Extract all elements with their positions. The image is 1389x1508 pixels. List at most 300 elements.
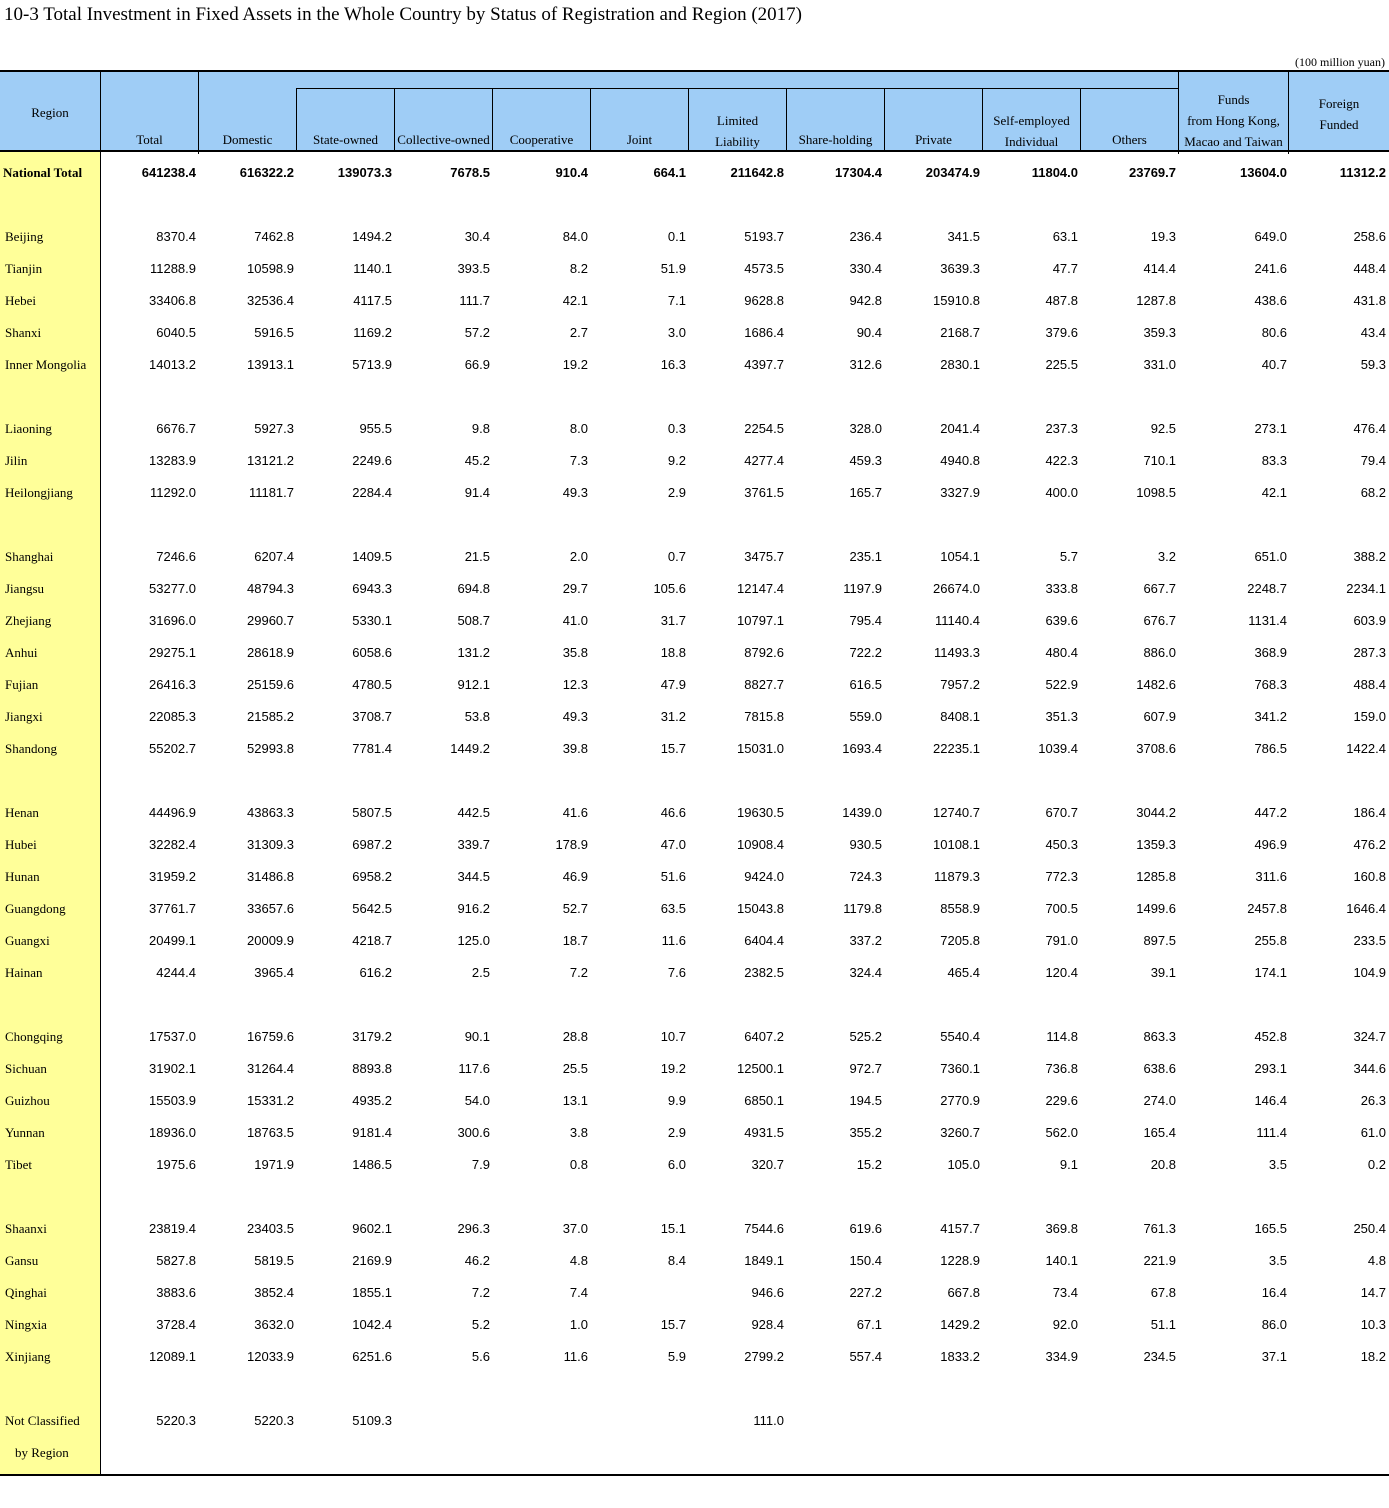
table-cell: 4940.8 (940, 453, 980, 468)
table-cell: 236.4 (849, 229, 882, 244)
table-cell: 31486.8 (247, 869, 294, 884)
table-cell: 5220.3 (254, 1413, 294, 1428)
table-cell: 35.8 (562, 645, 588, 660)
table-cell: 46.9 (562, 869, 588, 884)
table-cell: 341.5 (947, 229, 980, 244)
table-cell: 7.2 (569, 965, 588, 980)
table-cell: 2248.7 (1247, 581, 1287, 596)
table-cell: 53277.0 (149, 581, 196, 596)
table-cell: 26.3 (1360, 1093, 1386, 1108)
table-cell: 333.8 (1045, 581, 1078, 596)
table-cell: 29.7 (562, 581, 588, 596)
table-cell: 2284.4 (352, 485, 392, 500)
table-cell: 80.6 (1261, 325, 1287, 340)
table-cell: 20499.1 (149, 933, 196, 948)
table-cell: 51.6 (660, 869, 686, 884)
table-cell: 7462.8 (254, 229, 294, 244)
table-cell: 39.1 (1150, 965, 1176, 980)
table-cell: 4117.5 (353, 293, 392, 308)
table-cell: 10108.1 (933, 837, 980, 852)
table-cell: 9628.8 (744, 293, 784, 308)
table-cell: 234.5 (1143, 1349, 1176, 1364)
table-cell: 221.9 (1143, 1253, 1176, 1268)
table-cell: 48794.3 (247, 581, 294, 596)
table-cell: 47.9 (660, 677, 686, 692)
table-cell: 1131.4 (1248, 613, 1287, 628)
table-cell: 42.1 (562, 293, 588, 308)
table-cell: 63.1 (1052, 229, 1078, 244)
table-cell: 312.6 (849, 357, 882, 372)
table-cell: 47.7 (1052, 261, 1078, 276)
data-table (0, 70, 1389, 1476)
table-cell: 12147.4 (737, 581, 784, 596)
table-cell: 49.3 (562, 709, 588, 724)
table-cell: 9.1 (1059, 1157, 1078, 1172)
table-cell: 1975.6 (156, 1157, 196, 1172)
table-cell: 11.6 (661, 933, 686, 948)
table-cell: 293.1 (1254, 1061, 1287, 1076)
table-cell: 2770.9 (940, 1093, 980, 1108)
table-cell: 1429.2 (940, 1317, 980, 1332)
table-cell: 379.6 (1045, 325, 1078, 340)
table-cell: 0.7 (667, 549, 686, 564)
table-cell: 120.4 (1045, 965, 1078, 980)
row-label: Tibet (5, 1157, 32, 1172)
table-cell: 3708.7 (352, 709, 392, 724)
table-cell: 1482.6 (1136, 677, 1176, 692)
table-cell: 8792.6 (744, 645, 784, 660)
row-label: Shandong (5, 741, 57, 756)
table-cell: 7360.1 (940, 1061, 980, 1076)
table-cell: 111.0 (753, 1413, 784, 1428)
table-cell: 6850.1 (744, 1093, 784, 1108)
table-cell: 1422.4 (1346, 741, 1386, 756)
table-cell: 6676.7 (156, 421, 196, 436)
table-cell: 603.9 (1353, 613, 1386, 628)
table-cell: 1054.1 (940, 549, 980, 564)
row-label: Sichuan (5, 1061, 47, 1076)
table-cell: 3260.7 (940, 1125, 980, 1140)
table-cell: 1359.3 (1136, 837, 1176, 852)
table-cell: 0.8 (569, 1157, 588, 1172)
table-cell: 4935.2 (352, 1093, 392, 1108)
table-cell: 4218.7 (352, 933, 392, 948)
table-cell: 2234.1 (1346, 581, 1386, 596)
row-label: Chongqing (5, 1029, 63, 1044)
row-label: Hebei (5, 293, 37, 308)
table-cell: 916.2 (457, 901, 490, 916)
header-foreign-funded: Foreign Funded (1318, 96, 1360, 132)
table-cell: 91.4 (464, 485, 490, 500)
row-label: Hubei (5, 837, 37, 852)
table-cell: 863.3 (1143, 1029, 1176, 1044)
table-cell: 459.3 (849, 453, 882, 468)
table-cell: 33406.8 (149, 293, 196, 308)
table-cell: 105.6 (653, 581, 686, 596)
table-cell: 12.3 (562, 677, 588, 692)
table-cell: 21.5 (464, 549, 490, 564)
table-cell: 946.6 (751, 1285, 784, 1300)
table-cell: 1098.5 (1136, 485, 1176, 500)
table-cell: 320.7 (751, 1157, 784, 1172)
table-cell: 5.2 (471, 1317, 490, 1332)
row-label: Shanghai (5, 549, 54, 564)
table-cell: 667.7 (1143, 581, 1176, 596)
table-cell: 3632.0 (254, 1317, 294, 1332)
table-cell: 18763.5 (247, 1125, 294, 1140)
table-cell: 7.6 (667, 965, 686, 980)
table-cell: 368.9 (1254, 645, 1287, 660)
table-cell: 46.6 (660, 805, 686, 820)
table-cell: 258.6 (1353, 229, 1386, 244)
table-cell: 250.4 (1353, 1221, 1386, 1236)
table-cell: 8408.1 (940, 709, 980, 724)
table-cell: 32282.4 (149, 837, 196, 852)
table-cell: 2830.1 (940, 357, 980, 372)
table-cell: 341.2 (1254, 709, 1287, 724)
row-label: Guizhou (5, 1093, 50, 1108)
table-cell: 724.3 (849, 869, 882, 884)
table-cell: 160.8 (1353, 869, 1386, 884)
table-cell: 786.5 (1254, 741, 1287, 756)
table-cell: 562.0 (1045, 1125, 1078, 1140)
table-cell: 476.4 (1353, 421, 1386, 436)
table-cell: 6.0 (667, 1157, 686, 1172)
table-cell: 400.0 (1045, 485, 1078, 500)
table-cell: 670.7 (1045, 805, 1078, 820)
table-cell: 2799.2 (744, 1349, 784, 1364)
table-cell: 9.9 (667, 1093, 686, 1108)
table-cell: 15503.9 (149, 1093, 196, 1108)
unit-label: (100 million yuan) (1295, 55, 1385, 69)
table-cell: 972.7 (849, 1061, 882, 1076)
table-cell: 150.4 (849, 1253, 882, 1268)
table-cell: 616.5 (849, 677, 882, 692)
table-cell: 14013.2 (149, 357, 196, 372)
table-cell: 18.8 (660, 645, 686, 660)
table-cell: 1693.4 (842, 741, 882, 756)
table-cell: 125.0 (457, 933, 490, 948)
table-cell: 1179.8 (843, 901, 882, 916)
table-cell: 5.6 (471, 1349, 490, 1364)
table-cell: 667.8 (947, 1285, 980, 1300)
table-cell: 14.7 (1360, 1285, 1386, 1300)
table-cell: 1140.1 (353, 261, 392, 276)
table-cell: 20.8 (1150, 1157, 1176, 1172)
table-cell: 3475.7 (744, 549, 784, 564)
table-cell: 2.7 (569, 325, 588, 340)
table-cell: 4573.5 (744, 261, 784, 276)
table-cell: 942.8 (849, 293, 882, 308)
table-cell: 22085.3 (149, 709, 196, 724)
table-cell: 1686.4 (744, 325, 784, 340)
table-cell: 20009.9 (247, 933, 294, 948)
table-cell: 73.4 (1052, 1285, 1078, 1300)
table-cell: 59.3 (1360, 357, 1386, 372)
table-cell: 5540.4 (940, 1029, 980, 1044)
table-cell: 452.8 (1254, 1029, 1287, 1044)
row-label: Shanxi (5, 325, 42, 340)
table-cell: 19630.5 (737, 805, 784, 820)
row-label: Henan (5, 805, 39, 820)
table-cell: 25.5 (562, 1061, 588, 1076)
table-cell: 522.9 (1045, 677, 1078, 692)
table-cell: 450.3 (1045, 837, 1078, 852)
table-cell: 930.5 (849, 837, 882, 852)
table-cell: 8.2 (569, 261, 588, 276)
table-cell: 37.0 (562, 1221, 588, 1236)
table-cell: 92.5 (1150, 421, 1176, 436)
table-cell: 7205.8 (940, 933, 980, 948)
table-header (0, 70, 1389, 152)
table-cell: 4.8 (1367, 1253, 1386, 1268)
table-cell: 496.9 (1254, 837, 1287, 852)
table-cell: 6207.4 (254, 549, 294, 564)
table-cell: 8893.8 (352, 1061, 392, 1076)
table-cell: 331.0 (1143, 357, 1176, 372)
row-label: Beijing (5, 229, 44, 244)
table-cell: 15.7 (660, 1317, 686, 1332)
table-cell: 616.2 (359, 965, 392, 980)
table-cell: 287.3 (1353, 645, 1386, 660)
table-cell: 324.4 (849, 965, 882, 980)
table-cell: 2382.5 (744, 965, 784, 980)
table-cell: 4244.4 (156, 965, 196, 980)
table-cell: 31.7 (660, 613, 686, 628)
table-cell: 11140.4 (934, 613, 980, 628)
table-cell: 37761.7 (149, 901, 196, 916)
row-label: Inner Mongolia (5, 357, 87, 372)
table-cell: 7246.6 (156, 549, 196, 564)
table-cell: 40.7 (1261, 357, 1287, 372)
table-cell: 11879.3 (933, 869, 980, 884)
table-cell: 31264.4 (247, 1061, 294, 1076)
table-cell: 4.8 (569, 1253, 588, 1268)
table-cell: 105.0 (947, 1157, 980, 1172)
table-cell: 1486.5 (352, 1157, 392, 1172)
table-cell: 1287.8 (1136, 293, 1176, 308)
table-cell: 46.2 (464, 1253, 490, 1268)
table-cell: 5916.5 (254, 325, 294, 340)
table-cell: 31902.1 (149, 1061, 196, 1076)
table-cell: 15910.8 (933, 293, 980, 308)
table-cell: 393.5 (457, 261, 490, 276)
table-cell: 886.0 (1143, 645, 1176, 660)
table-cell: 3728.4 (156, 1317, 196, 1332)
table-cell: 203474.9 (925, 165, 980, 180)
table-cell: 4157.7 (940, 1221, 980, 1236)
table-cell: 67.8 (1150, 1285, 1176, 1300)
table-cell: 11181.7 (248, 485, 294, 500)
row-label: Qinghai (5, 1285, 47, 1300)
table-cell: 79.4 (1360, 453, 1386, 468)
table-cell: 768.3 (1254, 677, 1287, 692)
table-cell: 9.8 (471, 421, 490, 436)
row-label: Gansu (5, 1253, 39, 1268)
table-cell: 9424.0 (744, 869, 784, 884)
table-cell: 165.5 (1254, 1221, 1287, 1236)
table-cell: 4277.4 (744, 453, 784, 468)
table-cell: 6987.2 (352, 837, 392, 852)
table-cell: 3708.6 (1136, 741, 1176, 756)
table-cell: 255.8 (1254, 933, 1287, 948)
table-cell: 3.0 (667, 325, 686, 340)
table-cell: 55202.7 (149, 741, 196, 756)
table-cell: 174.1 (1254, 965, 1287, 980)
row-label: Yunnan (5, 1125, 45, 1140)
table-cell: 52993.8 (247, 741, 294, 756)
table-cell: 5193.7 (744, 229, 784, 244)
table-cell: 28618.9 (247, 645, 294, 660)
header-others: Others (1112, 132, 1147, 147)
table-cell: 955.5 (359, 421, 392, 436)
table-cell: 296.3 (457, 1221, 490, 1236)
table-cell: 928.4 (751, 1317, 784, 1332)
table-cell: 448.4 (1353, 261, 1386, 276)
table-cell: 30.4 (464, 229, 490, 244)
row-label: Hainan (5, 965, 43, 980)
table-cell: 334.9 (1045, 1349, 1078, 1364)
table-cell: 3179.2 (352, 1029, 392, 1044)
row-label: Guangdong (5, 901, 66, 916)
table-cell: 351.3 (1045, 709, 1078, 724)
table-cell: 26416.3 (149, 677, 196, 692)
header-self-employed: Self-employed Individual (993, 113, 1070, 149)
table-cell: 4780.5 (352, 677, 392, 692)
table-cell: 2.5 (471, 965, 490, 980)
table-cell: 11312.2 (1339, 165, 1386, 180)
header-collective-owned: Collective-owned (397, 132, 490, 147)
table-cell: 86.0 (1261, 1317, 1287, 1332)
table-cell: 47.0 (660, 837, 686, 852)
table-cell: 7815.8 (744, 709, 784, 724)
table-cell: 211642.8 (730, 165, 784, 180)
table-cell: 6058.6 (352, 645, 392, 660)
table-cell: 11288.9 (149, 261, 196, 276)
table-cell: 897.5 (1143, 933, 1176, 948)
table-cell: 5713.9 (352, 357, 392, 372)
table-cell: 476.2 (1353, 837, 1386, 852)
table-cell: 6251.6 (352, 1349, 392, 1364)
table-cell: 5927.3 (254, 421, 294, 436)
table-cell: 5330.1 (352, 613, 392, 628)
row-label: Anhui (5, 645, 38, 660)
table-cell: 117.6 (458, 1061, 490, 1076)
table-cell: 25159.6 (247, 677, 294, 692)
table-cell: 12740.7 (933, 805, 980, 820)
table-cell: 15.2 (856, 1157, 882, 1172)
table-cell: 7678.5 (450, 165, 490, 180)
table-cell: 912.1 (457, 677, 490, 692)
table-cell: 51.9 (660, 261, 686, 276)
table-cell: 337.2 (849, 933, 882, 948)
row-label: Heilongjiang (5, 485, 73, 500)
table-cell: 525.2 (849, 1029, 882, 1044)
table-cell: 111.4 (1256, 1125, 1287, 1140)
table-cell: 6407.2 (744, 1029, 784, 1044)
header-hk-macao-taiwan: Funds from Hong Kong, Macao and Taiwan (1184, 92, 1283, 149)
row-label: Guangxi (5, 933, 50, 948)
table-cell: 557.4 (849, 1349, 882, 1364)
table-cell: 90.4 (856, 325, 882, 340)
table-cell: 241.6 (1254, 261, 1287, 276)
table-cell: 31.2 (660, 709, 686, 724)
table-cell: 3761.5 (744, 485, 784, 500)
table-cell: 84.0 (562, 229, 588, 244)
table-cell: 722.2 (849, 645, 882, 660)
table-cell: 324.7 (1353, 1029, 1386, 1044)
table-cell: 1833.2 (940, 1349, 980, 1364)
table-cell: 359.3 (1143, 325, 1176, 340)
table-cell: 33657.6 (247, 901, 294, 916)
header-state-owned: State-owned (313, 132, 378, 147)
table-cell: 26674.0 (933, 581, 980, 596)
table-cell: 61.0 (1360, 1125, 1386, 1140)
table-cell: 31309.3 (247, 837, 294, 852)
table-cell: 237.3 (1045, 421, 1078, 436)
table-cell: 11493.3 (933, 645, 980, 660)
table-cell: 83.3 (1261, 453, 1287, 468)
table-cell: 2168.7 (940, 325, 980, 340)
header-share-holding: Share-holding (798, 132, 873, 147)
table-cell: 140.1 (1045, 1253, 1078, 1268)
table-cell: 8.0 (569, 421, 588, 436)
table-cell: 344.6 (1353, 1061, 1386, 1076)
table-cell: 791.0 (1045, 933, 1078, 948)
table-cell: 5827.8 (156, 1253, 196, 1268)
table-cell: 16.3 (660, 357, 686, 372)
table-cell: 16759.6 (247, 1029, 294, 1044)
header-cooperative: Cooperative (509, 132, 574, 147)
table-cell: 431.8 (1353, 293, 1386, 308)
table-cell: 23403.5 (247, 1221, 294, 1236)
table-cell: 114.8 (1046, 1029, 1078, 1044)
table-cell: 23769.7 (1129, 165, 1176, 180)
row-label: Jiangsu (5, 581, 44, 596)
row-label: Hunan (5, 869, 40, 884)
table-cell: 488.4 (1353, 677, 1386, 692)
table-cell: 619.6 (849, 1221, 882, 1236)
table-cell: 795.4 (849, 613, 882, 628)
table-cell: 3852.4 (254, 1285, 294, 1300)
table-cell: 1494.2 (352, 229, 392, 244)
table-cell: 165.4 (1143, 1125, 1176, 1140)
table-cell: 7957.2 (940, 677, 980, 692)
table-cell: 3.2 (1157, 549, 1176, 564)
table-cell: 910.4 (555, 165, 588, 180)
table-cell: 111.7 (459, 293, 490, 308)
header-private: Private (915, 132, 952, 147)
table-cell: 159.0 (1353, 709, 1386, 724)
table-cell: 5819.5 (254, 1253, 294, 1268)
table-cell: 66.9 (464, 357, 490, 372)
table-cell: 1646.4 (1346, 901, 1386, 916)
table-cell: 559.0 (849, 709, 882, 724)
table-cell: 10.7 (660, 1029, 686, 1044)
table-cell: 18.2 (1360, 1349, 1386, 1364)
table-cell: 11804.0 (1031, 165, 1078, 180)
table-cell: 6943.3 (352, 581, 392, 596)
table-cell: 694.8 (457, 581, 490, 596)
table-cell: 344.5 (457, 869, 490, 884)
table-cell: 28.8 (562, 1029, 588, 1044)
table-cell: 67.1 (856, 1317, 882, 1332)
table-cell: 19.2 (562, 357, 588, 372)
table-cell: 638.6 (1143, 1061, 1176, 1076)
header-total: Total (136, 132, 163, 147)
table-cell: 508.7 (457, 613, 490, 628)
page-title: 10-3 Total Investment in Fixed Assets in the Whole Country by Status of Registration and Region (2017) (4, 4, 802, 25)
